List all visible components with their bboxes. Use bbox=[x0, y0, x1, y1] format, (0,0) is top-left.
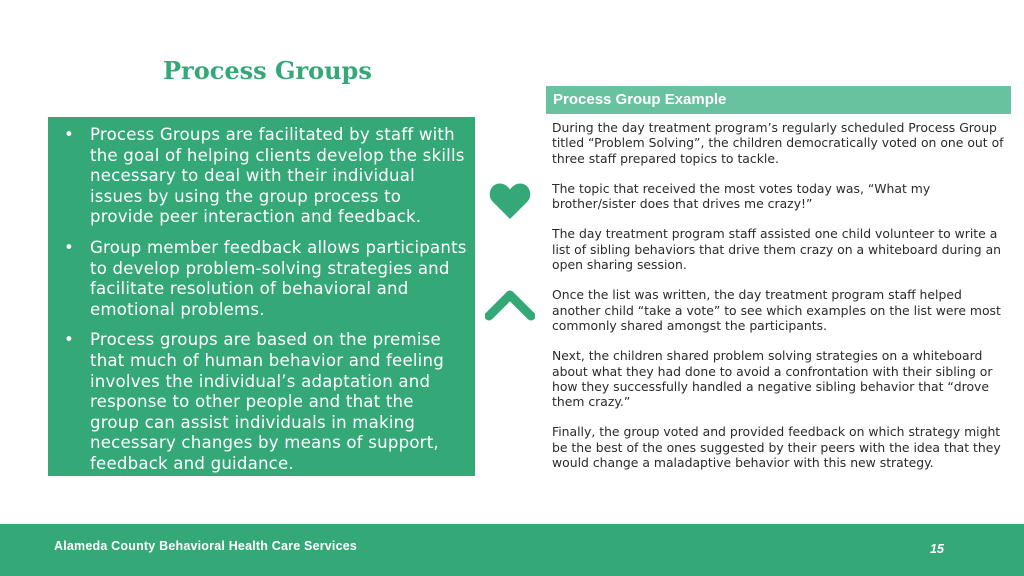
bullet-item bbox=[62, 238, 467, 320]
example-header: Process Group Example bbox=[546, 86, 1011, 114]
bullet-text: Process groups are based on the premise that much of human behavior and feeling involves the individual’s adaptation and response to other people and that the group can assist individuals in making necessary changes by means of support, feedback and guidance. bbox=[90, 330, 444, 473]
example-paragraph: The topic that received the most votes today was, “What my brother/sister does that drives me crazy!” bbox=[552, 180, 931, 212]
bullet-text: Group member feedback allows participants to develop problem-solving strategies and facilitate resolution of behavioral and emotional problems. bbox=[90, 237, 467, 319]
example-body bbox=[552, 120, 1007, 485]
bullet-list bbox=[62, 125, 467, 475]
example-paragraph: The day treatment program staff assisted one child volunteer to write a list of sibling behaviors that drive them crazy on a whiteboard during an open sharing session. bbox=[552, 226, 1002, 273]
heart-icon bbox=[489, 182, 531, 220]
footer-organization: Alameda County Behavioral Health Care Services bbox=[54, 539, 358, 553]
process-groups-summary-box bbox=[48, 117, 475, 476]
slide-title: Process Groups bbox=[163, 56, 372, 85]
bullet-dot: • bbox=[64, 237, 74, 257]
bullet-text: Process Groups are facilitated by staff with the goal of helping clients develop the skills necessary to deal with their individual issues by using the group process to provide peer interaction and feedback. bbox=[90, 125, 465, 227]
example-paragraph: Once the list was written, the day treatment program staff helped another child “take a vote” to see which examples on the list were most commonly shared amongst the participants. bbox=[552, 287, 1001, 333]
bullet-item bbox=[62, 330, 467, 474]
chevron-up-icon bbox=[485, 287, 535, 321]
page-number: 15 bbox=[930, 542, 944, 556]
example-paragraph: During the day treatment program’s regularly scheduled Process Group titled “Problem Solving”, the children democratically voted on one out of three staff prepared topics to tackle. bbox=[552, 120, 1004, 166]
bullet-item bbox=[62, 125, 467, 228]
bullet-dot: • bbox=[64, 125, 74, 144]
example-paragraph: Next, the children shared problem solving strategies on a whiteboard about what they had done to avoid a confrontation with their sibling or how they successfully handled a negative sibling behavior that “drove them crazy.” bbox=[552, 348, 993, 410]
footer-bar bbox=[0, 524, 1024, 576]
example-paragraph: Finally, the group voted and provided feedback on which strategy might be the best of the ones suggested by their peers with the idea that they would change a maladaptive behavior with this new strategy. bbox=[552, 424, 1001, 471]
bullet-dot: • bbox=[64, 330, 74, 350]
